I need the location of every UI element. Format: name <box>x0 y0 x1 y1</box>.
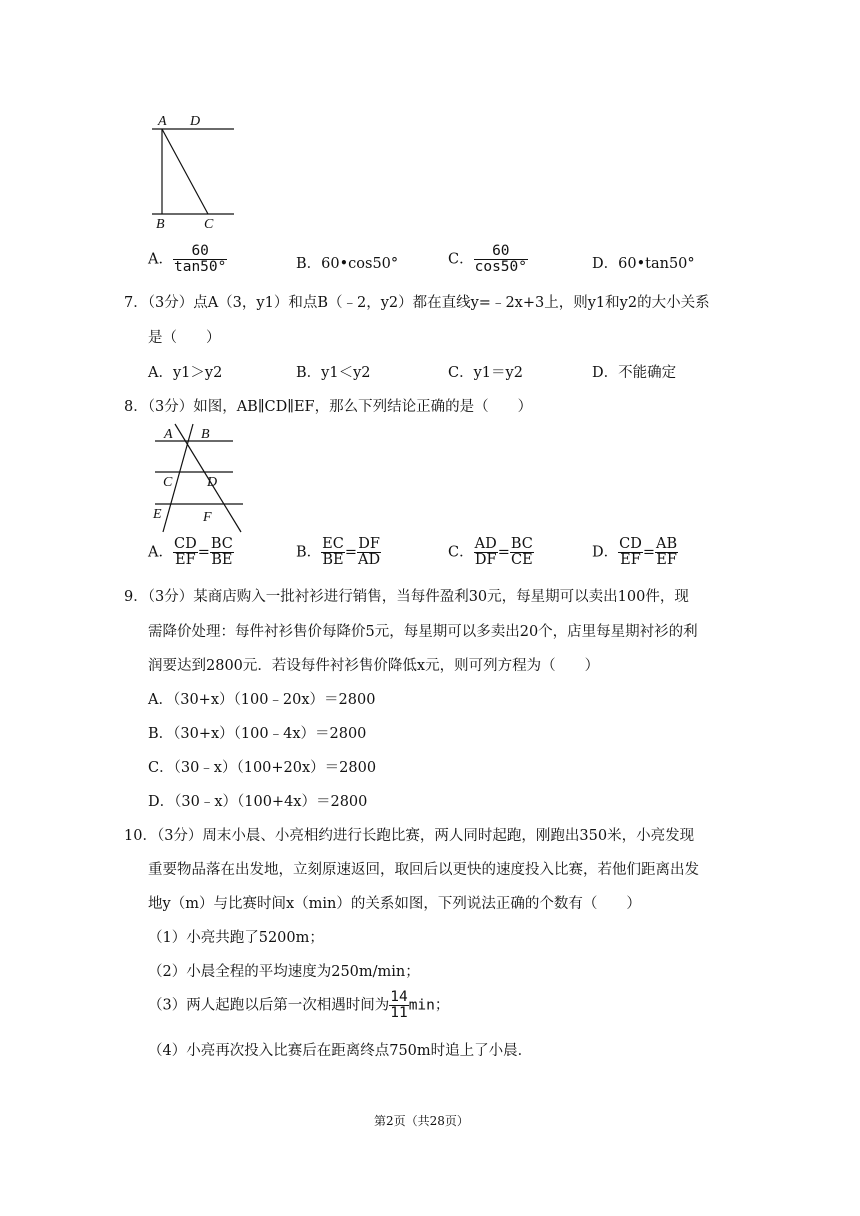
option-label: D． <box>592 256 619 272</box>
page-footer: 第2页（共28页） <box>374 1114 469 1128</box>
q6-option-a[interactable] <box>148 244 227 275</box>
q7-option-d[interactable]: D．不能确定 <box>592 365 677 381</box>
fraction <box>321 537 345 568</box>
q6-option-c[interactable] <box>448 244 528 275</box>
q9-stem-line2: 需降价处理：每件衬衫售价每降价5元，每星期可以多卖出20个，店里每星期衬衫的利 <box>148 624 698 640</box>
equals-sign: = <box>197 544 210 561</box>
point-label-D: D <box>207 475 218 490</box>
q7-option-c[interactable]: C．y1＝y2 <box>448 365 523 381</box>
q9-stem-line1: 9．（3分）某商店购入一批衬衫进行销售，当每件盈利30元，每星期可以卖出100件，现 <box>124 589 689 605</box>
point-label-C: C <box>163 475 173 490</box>
q8-option-c[interactable] <box>448 537 534 568</box>
q9-option-c[interactable]: C．（30﹣x）（100+20x）＝2800 <box>148 760 377 776</box>
fraction <box>618 537 643 568</box>
numerator: AD <box>474 536 497 552</box>
q7-stem-line2: 是（ ） <box>148 330 221 346</box>
q9-stem-line3: 润要达到2800元．若设每件衬衫售价降低x元，则可列方程为（ ） <box>148 658 600 674</box>
equals-sign: = <box>642 544 656 561</box>
denominator: CE <box>511 552 533 569</box>
option-text: 60•tan50° <box>618 256 695 272</box>
q8-option-b[interactable] <box>296 537 381 568</box>
q6-option-d[interactable] <box>592 252 695 273</box>
point-label-D: D <box>190 114 201 129</box>
fraction <box>474 537 498 568</box>
denominator: tan50° <box>173 259 227 276</box>
numerator: EC <box>322 536 344 552</box>
numerator: BC <box>210 536 233 552</box>
denominator: EF <box>656 552 677 569</box>
fraction <box>173 537 198 568</box>
numerator: AB <box>656 536 678 552</box>
q10-statement-3 <box>148 990 449 1021</box>
fraction <box>357 537 381 568</box>
q8-option-a[interactable] <box>148 537 234 568</box>
q8-parallel-lines-figure <box>145 420 255 535</box>
point-label-A: A <box>158 114 167 129</box>
fraction <box>655 537 678 568</box>
q10-stem-line3: 地y（m）与比赛时间x（min）的关系如图，下列说法正确的个数有（ ） <box>148 896 641 912</box>
point-label-B: B <box>156 217 165 232</box>
numerator: CD <box>619 536 642 552</box>
numerator: BC <box>510 536 533 552</box>
q7-option-b[interactable]: B．y1＜y2 <box>296 365 371 381</box>
q9-option-b[interactable]: B．（30+x）（100﹣4x）＝2800 <box>148 726 367 742</box>
fraction <box>210 537 234 568</box>
q8-option-d[interactable] <box>592 537 678 568</box>
fraction <box>389 990 408 1021</box>
point-label-C: C <box>204 217 214 232</box>
option-text: 60•cos50° <box>321 256 399 272</box>
denominator: AD <box>358 552 381 569</box>
denominator: BE <box>211 552 233 569</box>
fraction <box>474 244 528 275</box>
option-label: A． <box>148 544 173 561</box>
option-label: B． <box>296 256 322 272</box>
option-label: C． <box>448 251 474 268</box>
denominator: EF <box>175 552 196 569</box>
fraction <box>173 244 227 275</box>
point-label-A: A <box>164 427 173 442</box>
option-label: B． <box>296 544 322 561</box>
numerator: CD <box>173 536 197 552</box>
q7-stem-line1: 7．（3分）点A（3，y1）和点B（﹣2，y2）都在直线y=﹣2x+3上，则y1和y2的大小关系 <box>124 295 710 311</box>
q10-statement-2: （2）小晨全程的平均速度为250m/min； <box>148 964 420 980</box>
q9-option-d[interactable]: D．（30﹣x）（100+4x）＝2800 <box>148 794 368 810</box>
point-label-F: F <box>203 510 212 525</box>
q7-option-a[interactable]: A．y1＞y2 <box>148 365 223 381</box>
option-label: D． <box>592 544 619 561</box>
denominator: cos50° <box>474 259 527 276</box>
equals-sign: = <box>344 544 357 561</box>
fraction <box>510 537 534 568</box>
q9-option-a[interactable]: A．（30+x）（100﹣20x）＝2800 <box>148 692 376 708</box>
punctuation: ； <box>434 997 450 1014</box>
numerator: 60 <box>173 244 227 260</box>
equals-sign: = <box>497 544 510 561</box>
denominator: 11 <box>390 1005 408 1022</box>
point-label-E: E <box>153 507 162 522</box>
numerator: 14 <box>390 989 408 1005</box>
denominator: EF <box>620 552 641 569</box>
q10-statement-1: （1）小亮共跑了5200m； <box>148 930 324 946</box>
option-label: C． <box>448 544 474 561</box>
option-label: A． <box>148 251 173 268</box>
denominator: BE <box>322 552 344 569</box>
numerator: 60 <box>474 244 528 260</box>
q6-triangle-figure <box>140 110 260 235</box>
point-label-B: B <box>201 427 210 442</box>
q10-statement-4: （4）小亮再次投入比赛后在距离终点750m时追上了小晨． <box>148 1043 533 1059</box>
denominator: DF <box>474 552 497 569</box>
q10-stem-line2: 重要物品落在出发地，立刻原速返回，取回后以更快的速度投入比赛，若他们距离出发 <box>148 862 699 878</box>
statement-text: （3）两人起跑以后第一次相遇时间为 <box>148 997 390 1014</box>
numerator: DF <box>358 536 380 552</box>
unit: min <box>408 997 435 1014</box>
q10-stem-line1: 10．（3分）周末小晨、小亮相约进行长跑比赛，两人同时起跑，刚跑出350米，小亮发现 <box>124 828 695 844</box>
q6-option-b[interactable] <box>296 252 398 273</box>
q8-stem: 8．（3分）如图，AB∥CD∥EF，那么下列结论正确的是（ ） <box>124 399 533 415</box>
